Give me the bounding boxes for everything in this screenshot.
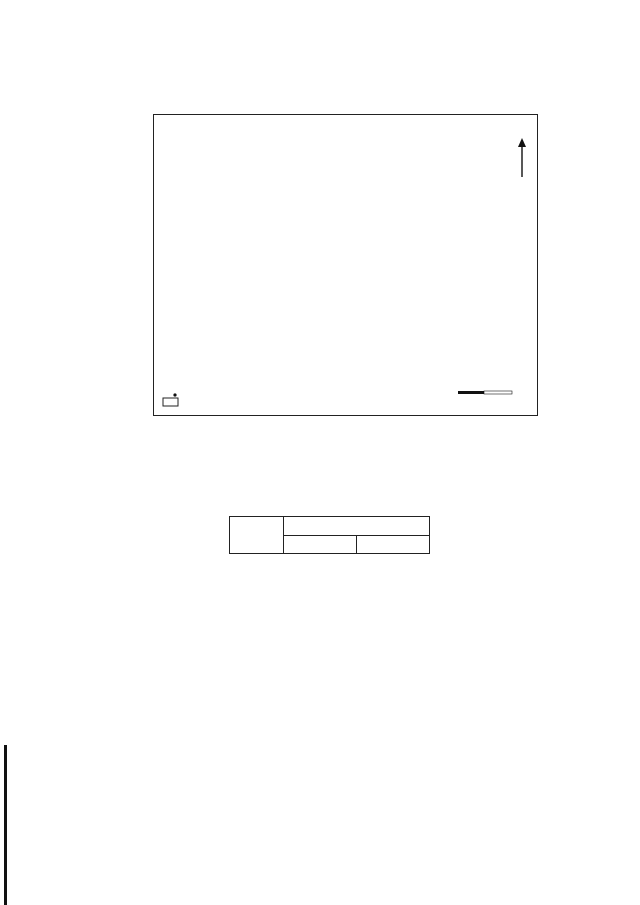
coordinates-table [229, 516, 430, 554]
boundary-map [153, 114, 538, 416]
legend-point-icon [173, 393, 176, 396]
header-coordinates [284, 517, 430, 536]
legend-swatch [163, 398, 178, 406]
header-point-number [230, 517, 284, 554]
compass-arrow-icon [518, 138, 526, 147]
header-latitude [284, 535, 357, 554]
header-longitude [357, 535, 430, 554]
scale-bar-dark [458, 391, 484, 394]
boundary-map-svg [154, 115, 537, 415]
scale-bar-light [484, 391, 512, 394]
scan-margin-bar [4, 745, 7, 905]
